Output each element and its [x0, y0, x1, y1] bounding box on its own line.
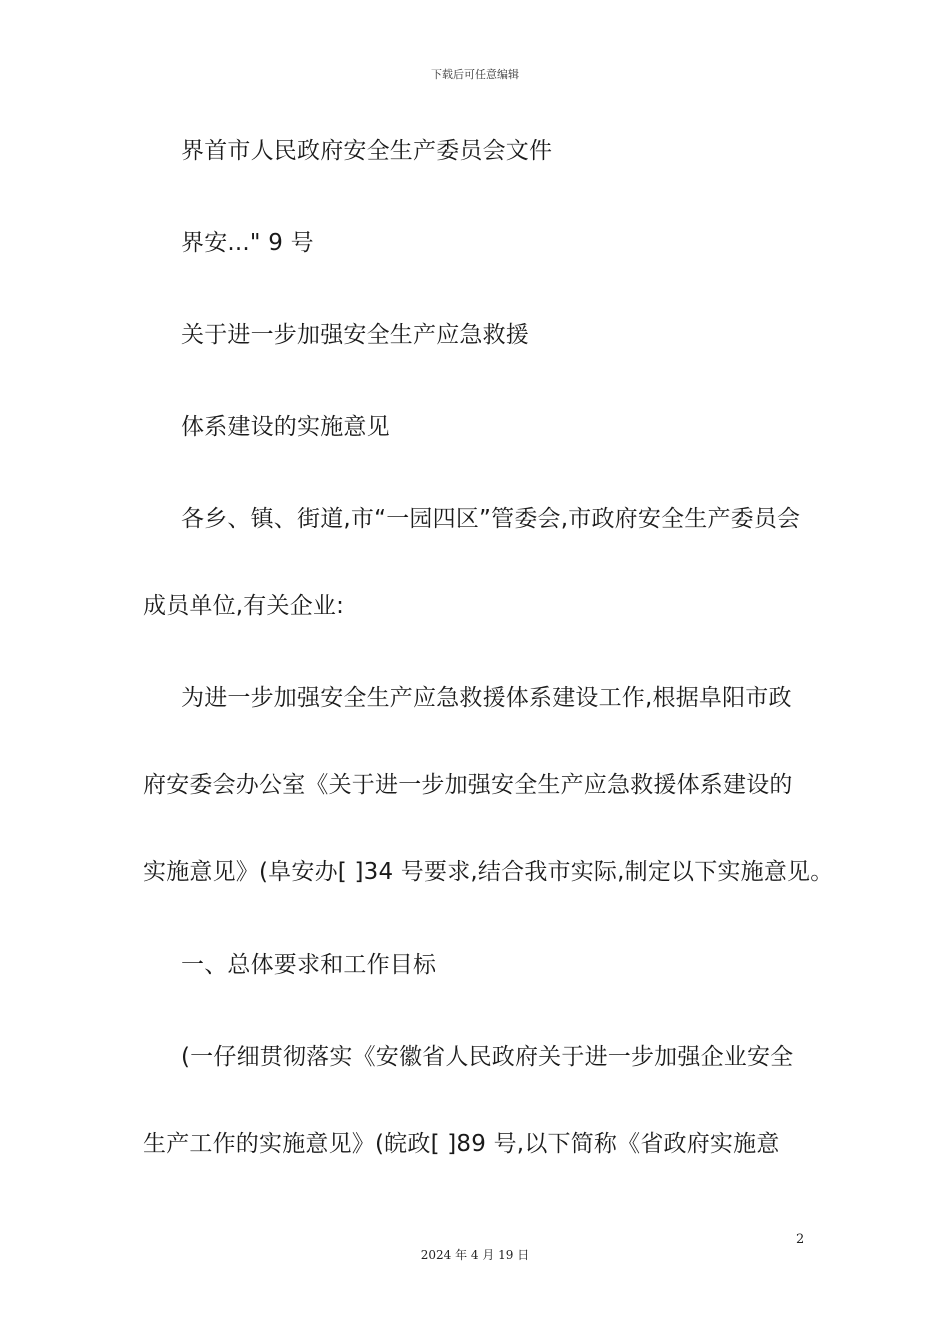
recipients-line-2: 成员单位,有关企业: — [143, 593, 345, 619]
document-issuer-title: 界首市人民政府安全生产委员会文件 — [181, 138, 553, 164]
section-heading: 一、总体要求和工作目标 — [181, 952, 437, 978]
document-title-line-1: 关于进一步加强安全生产应急救援 — [181, 322, 529, 348]
header-note: 下载后可任意编辑 — [431, 68, 519, 81]
recipients-line-1: 各乡、镇、街道,市“一园四区”管委会,市政府安全生产委员会 — [181, 506, 801, 532]
document-title-line-2: 体系建设的实施意见 — [181, 414, 390, 440]
document-number: 界安..." 9 号 — [181, 230, 314, 256]
subsection-line-2: 生产工作的实施意见》(皖政[ ]89 号,以下简称《省政府实施意 — [143, 1131, 780, 1157]
footer-date: 2024 年 4 月 19 日 — [420, 1248, 530, 1262]
subsection-line-1: (一仔细贯彻落实《安徽省人民政府关于进一步加强企业安全 — [181, 1044, 794, 1070]
paragraph-line-2: 府安委会办公室《关于进一步加强安全生产应急救援体系建设的 — [143, 772, 793, 798]
page-number: 2 — [796, 1232, 805, 1247]
paragraph-line-3: 实施意见》(阜安办[ ]34 号要求,结合我市实际,制定以下实施意见。 — [143, 859, 834, 885]
paragraph-line-1: 为进一步加强安全生产应急救援体系建设工作,根据阜阳市政 — [181, 685, 792, 711]
